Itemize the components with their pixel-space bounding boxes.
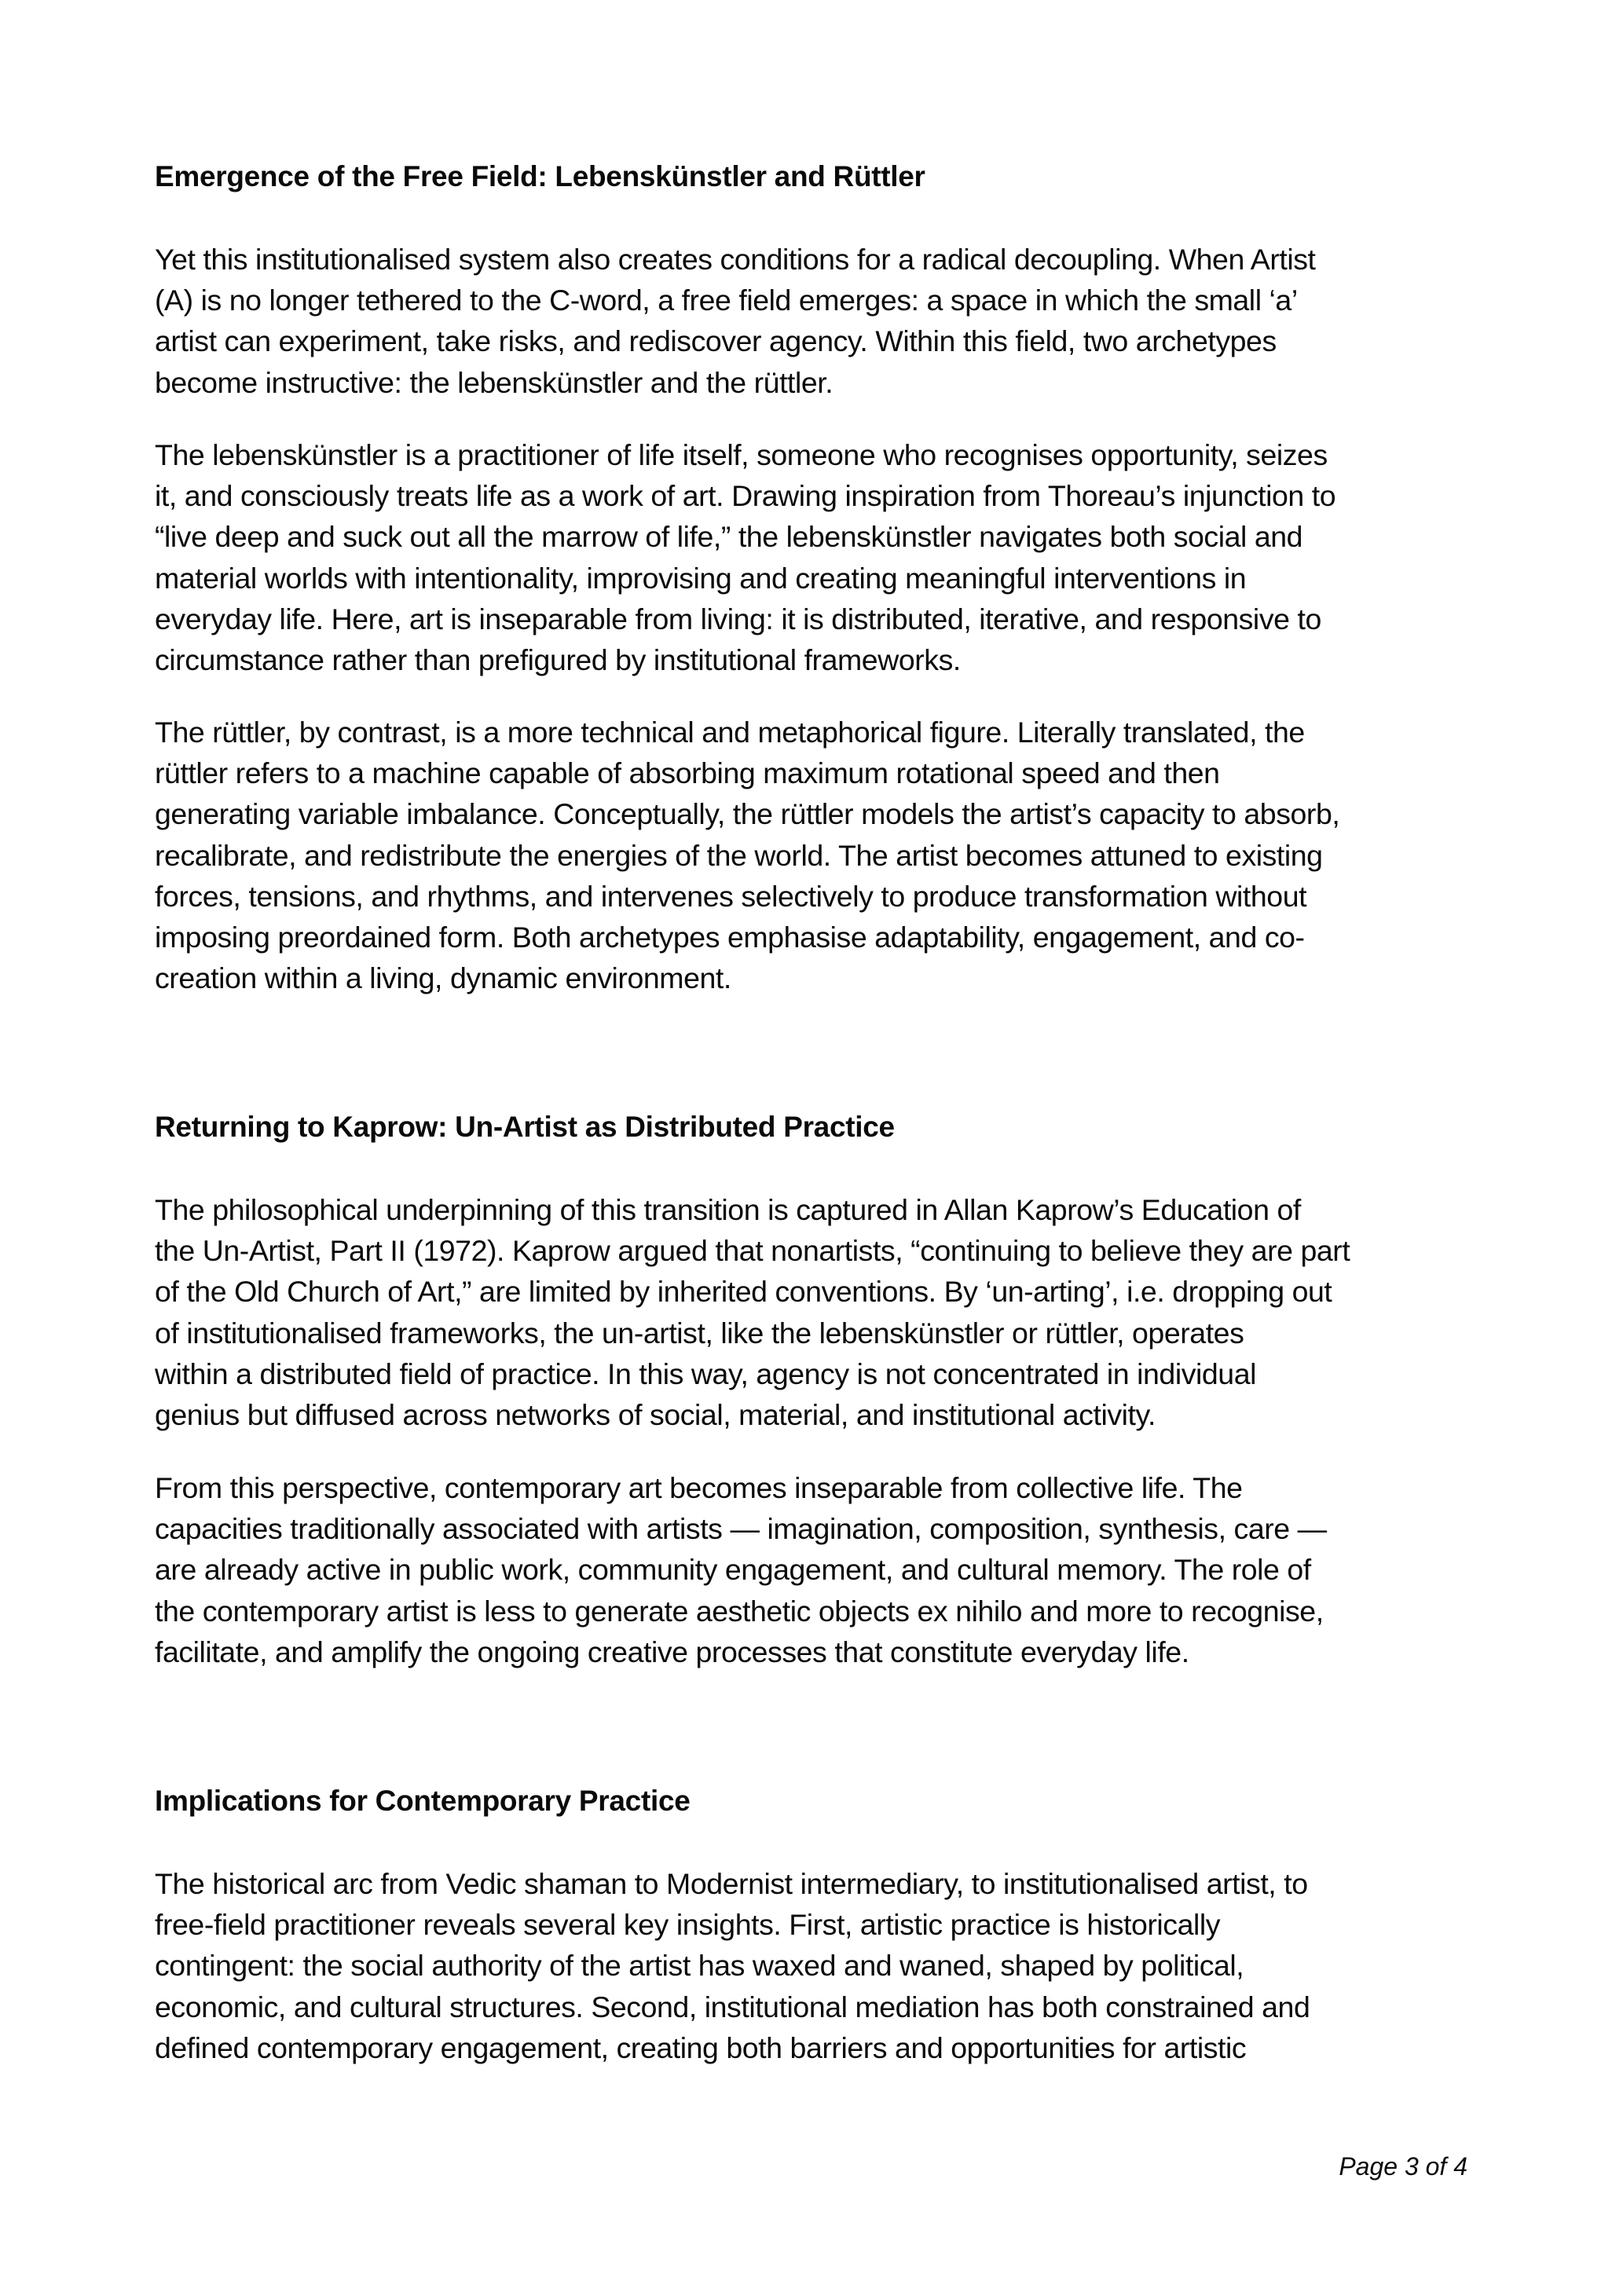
paragraph-ruttler [155, 712, 1490, 998]
text-line: Yet this institutionalised system also creates conditions for a radical decoupling. When Artist [155, 243, 1316, 276]
text-line: facilitate, and amplify the ongoing creative processes that constitute everyday life. [155, 1635, 1189, 1668]
text-line: free-field practitioner reveals several key insights. First, artistic practice is historically [155, 1908, 1221, 1942]
text-line: contingent: the social authority of the artist has waxed and waned, shaped by political, [155, 1949, 1244, 1983]
text-line: recalibrate, and redistribute the energies of the world. The artist becomes attuned to existing [155, 838, 1323, 872]
text-line: creation within a living, dynamic environment. [155, 961, 731, 995]
text-line: are already active in public work, community engagement, and cultural memory. The role of [155, 1553, 1311, 1587]
text-line: capacities traditionally associated with artists — imagination, composition, synthesis, care — [155, 1512, 1327, 1546]
text-line: within a distributed field of practice. In this way, agency is not concentrated in individual [155, 1357, 1256, 1390]
paragraph-collective-life [155, 1467, 1490, 1672]
text-line: From this perspective, contemporary art becomes inseparable from collective life. The [155, 1471, 1243, 1504]
paragraph-lebenskunstler [155, 434, 1490, 680]
text-line: The rüttler, by contrast, is a more technical and metaphorical figure. Literally translated, the [155, 716, 1305, 749]
text-line: (A) is no longer tethered to the C-word, a free field emerges: a space in which the small ‘a’ [155, 284, 1298, 317]
paragraph-decoupling [155, 239, 1490, 403]
text-line: imposing preordained form. Both archetypes emphasise adaptability, engagement, and co- [155, 921, 1305, 954]
text-line: “live deep and suck out all the marrow of life,” the lebenskünstler navigates both social and [155, 520, 1303, 554]
text-line: The historical arc from Vedic shaman to Modernist intermediary, to institutionalised artist, to [155, 1867, 1308, 1900]
text-line: The philosophical underpinning of this transition is captured in Allan Kaprow’s Education of [155, 1193, 1301, 1226]
section-heading-implications: Implications for Contemporary Practice [155, 1785, 691, 1817]
text-line: everyday life. Here, art is inseparable from living: it is distributed, iterative, and responsive to [155, 602, 1321, 635]
text-line: the contemporary artist is less to generate aesthetic objects ex nihilo and more to recognise, [155, 1594, 1324, 1628]
text-line: forces, tensions, and rhythms, and intervenes selectively to produce transformation without [155, 879, 1307, 913]
paragraph-historical-arc [155, 1863, 1490, 2068]
text-line: of institutionalised frameworks, the un-artist, like the lebenskünstler or rüttler, operates [155, 1316, 1244, 1349]
text-line: genius but diffused across networks of social, material, and institutional activity. [155, 1398, 1156, 1432]
text-line: material worlds with intentionality, improvising and creating meaningful interventions in [155, 561, 1247, 595]
text-line: defined contemporary engagement, creating both barriers and opportunities for artistic [155, 2031, 1247, 2064]
paragraph-un-artist [155, 1189, 1490, 1435]
text-line: artist can experiment, take risks, and rediscover agency. Within this field, two archetypes [155, 324, 1277, 358]
text-line: the Un-Artist, Part II (1972). Kaprow argued that nonartists, “continuing to believe they are part [155, 1234, 1350, 1268]
text-line: The lebenskünstler is a practitioner of life itself, someone who recognises opportunity, seizes [155, 438, 1328, 471]
text-line: economic, and cultural structures. Second, institutional mediation has both constrained and [155, 1990, 1310, 2023]
text-line: generating variable imbalance. Conceptually, the rüttler models the artist’s capacity to absorb, [155, 797, 1340, 831]
section-heading-free-field: Emergence of the Free Field: Lebenskünstler and Rüttler [155, 160, 925, 192]
text-line: of the Old Church of Art,” are limited by inherited conventions. By ‘un-arting’, i.e. dropping out [155, 1275, 1332, 1309]
page-number: Page 3 of 4 [1339, 2152, 1467, 2181]
text-line: rüttler refers to a machine capable of absorbing maximum rotational speed and then [155, 756, 1220, 790]
text-line: it, and consciously treats life as a work of art. Drawing inspiration from Thoreau’s injunction to [155, 479, 1336, 513]
text-line: become instructive: the lebenskünstler and the rüttler. [155, 365, 833, 399]
text-line: circumstance rather than prefigured by institutional frameworks. [155, 643, 961, 677]
section-heading-kaprow: Returning to Kaprow: Un-Artist as Distributed Practice [155, 1111, 895, 1143]
